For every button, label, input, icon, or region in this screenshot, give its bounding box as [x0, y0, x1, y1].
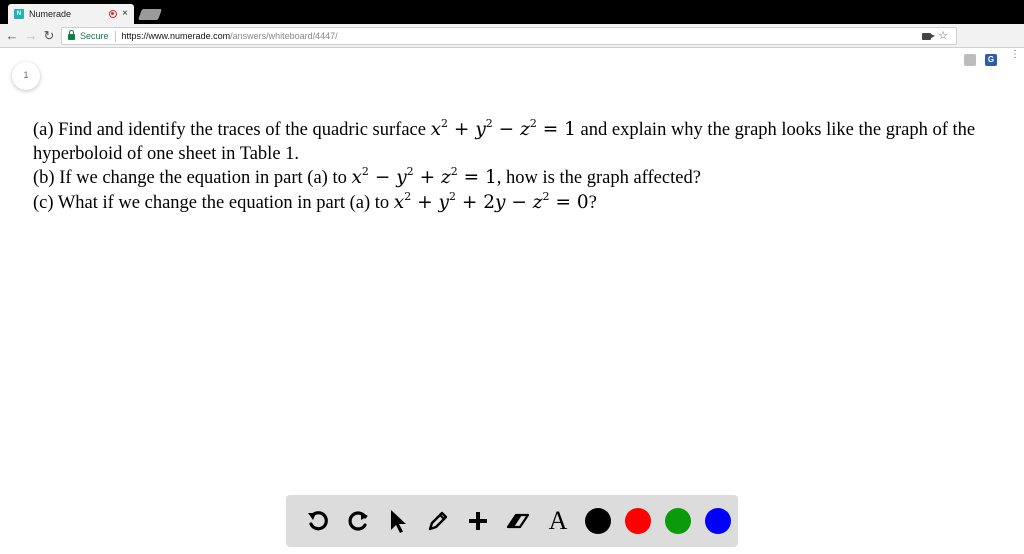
green-swatch — [665, 508, 691, 534]
text-tool-icon[interactable] — [538, 501, 578, 541]
menu-dots-icon[interactable]: ⋮ — [1010, 49, 1020, 60]
url-text[interactable] — [122, 31, 338, 41]
address-bar-actions — [922, 30, 948, 42]
extension-icon[interactable] — [964, 54, 976, 66]
url-host: https://www.numerade.com — [121, 31, 231, 41]
recording-icon — [109, 10, 117, 18]
part-b-lead: (b) If we change the equation in part (a) to — [33, 168, 352, 188]
part-b-tail: , how is the graph affected? — [496, 168, 701, 188]
new-tab-button[interactable] — [138, 9, 162, 20]
add-icon[interactable] — [458, 501, 498, 541]
tab-close-icon[interactable]: × — [122, 8, 128, 19]
equation-b: $x^2 - y^2 + z^2 = 1$ — [351, 165, 497, 188]
equation-a: $x^2 + y^2 - z^2 = 1$ — [430, 117, 576, 140]
bookmark-star-icon[interactable]: ☆ — [938, 30, 948, 42]
browser-tab[interactable] — [8, 4, 134, 24]
eraser-icon[interactable] — [498, 501, 538, 541]
color-swatch-green[interactable] — [658, 501, 698, 541]
question-part-b — [33, 166, 1013, 191]
red-swatch — [625, 508, 651, 534]
undo-icon[interactable] — [298, 501, 338, 541]
page-number-badge[interactable]: 1 — [12, 62, 40, 90]
secure-label: Secure — [80, 31, 109, 41]
part-a-lead: (a) Find and identify the traces of the quadric surface — [33, 120, 431, 140]
drawing-toolbar — [286, 495, 738, 547]
black-swatch — [585, 508, 611, 534]
color-swatch-black[interactable] — [578, 501, 618, 541]
color-swatch-blue[interactable] — [698, 501, 738, 541]
pencil-icon[interactable] — [418, 501, 458, 541]
question-part-c — [33, 191, 1013, 216]
address-separator — [115, 31, 116, 42]
address-bar[interactable] — [61, 27, 957, 45]
extension-g-icon[interactable]: G — [985, 54, 997, 66]
redo-icon[interactable] — [338, 501, 378, 541]
color-swatch-red[interactable] — [618, 501, 658, 541]
question-text — [33, 118, 1013, 215]
browser-toolbar — [0, 24, 1024, 64]
question-part-a — [33, 118, 1013, 166]
part-c-lead: (c) What if we change the equation in part (a) to — [33, 192, 394, 213]
url-path: /answers/whiteboard/4447/ — [230, 31, 338, 41]
tab-title: Numerade — [29, 9, 72, 19]
blue-swatch — [705, 508, 731, 534]
part-a-tail: and explain why the graph looks like the graph of the hyperboloid of one sheet in Table 1. — [33, 120, 976, 164]
equation-c: $x^2 + y^2 + 2y - z^2 = 0$ — [393, 189, 589, 213]
part-c-tail: ? — [588, 192, 597, 213]
back-arrow-icon[interactable]: ← — [5, 28, 19, 43]
tab-strip — [0, 0, 1024, 24]
camera-icon[interactable] — [922, 33, 931, 40]
lock-icon — [68, 34, 75, 40]
pointer-icon[interactable] — [378, 501, 418, 541]
numerade-favicon-icon: N — [14, 9, 24, 19]
forward-arrow-icon[interactable]: → — [24, 28, 38, 43]
text-tool-label: A — [548, 506, 568, 535]
reload-icon[interactable]: ↻ — [43, 28, 55, 43]
